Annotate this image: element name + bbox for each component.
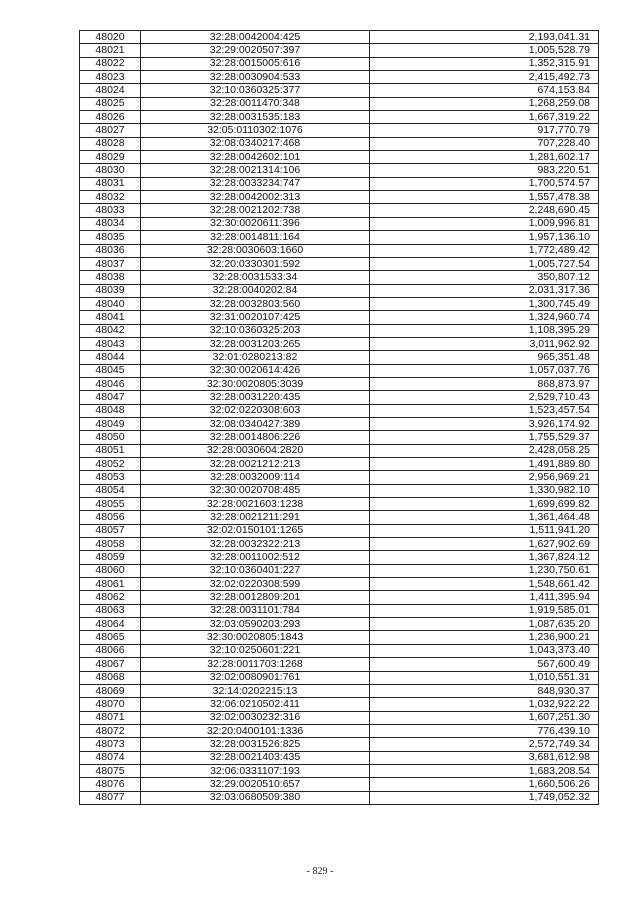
cadastral-number-cell: 32:28:0040202:84 <box>141 284 370 297</box>
table-row <box>80 538 599 551</box>
amount-cell: 1,667,319.22 <box>370 111 599 124</box>
amount-cell: 1,009,996.81 <box>370 217 599 230</box>
table-row <box>80 364 599 377</box>
amount-cell: 1,523,457.54 <box>370 404 599 417</box>
amount-cell: 1,324,960.74 <box>370 311 599 324</box>
table-row <box>80 337 599 350</box>
amount-cell: 2,248,690.45 <box>370 204 599 217</box>
cadastral-number-cell: 32:28:0032803:560 <box>141 297 370 310</box>
table-row <box>80 151 599 164</box>
record-number-cell: 48063 <box>80 604 141 617</box>
table-row <box>80 311 599 324</box>
record-number-cell: 48072 <box>80 724 141 737</box>
record-number-cell: 48020 <box>80 31 141 44</box>
cadastral-number-cell: 32:28:0021403:435 <box>141 751 370 764</box>
table-row <box>80 604 599 617</box>
amount-cell: 567,600.49 <box>370 658 599 671</box>
record-number-cell: 48076 <box>80 778 141 791</box>
cadastral-number-cell: 32:03:0590203:293 <box>141 618 370 631</box>
amount-cell: 1,281,602.17 <box>370 151 599 164</box>
record-number-cell: 48034 <box>80 217 141 230</box>
amount-cell: 3,681,612.98 <box>370 751 599 764</box>
record-number-cell: 48073 <box>80 738 141 751</box>
record-number-cell: 48029 <box>80 151 141 164</box>
record-number-cell: 48064 <box>80 618 141 631</box>
cadastral-number-cell: 32:28:0042602:101 <box>141 151 370 164</box>
record-number-cell: 48023 <box>80 71 141 84</box>
table-row <box>80 71 599 84</box>
cadastral-number-cell: 32:10:0360325:377 <box>141 84 370 97</box>
cadastral-number-cell: 32:03:0680509:380 <box>141 791 370 804</box>
amount-cell: 2,529,710.43 <box>370 391 599 404</box>
cadastral-number-cell: 32:02:0220308:599 <box>141 578 370 591</box>
amount-cell: 1,043,373.40 <box>370 644 599 657</box>
amount-cell: 2,415,492.73 <box>370 71 599 84</box>
amount-cell: 2,956,969.21 <box>370 471 599 484</box>
record-number-cell: 48062 <box>80 591 141 604</box>
table-row <box>80 791 599 804</box>
cadastral-number-cell: 32:30:0020708:485 <box>141 484 370 497</box>
amount-cell: 2,193,041.31 <box>370 31 599 44</box>
record-number-cell: 48038 <box>80 271 141 284</box>
table-row <box>80 137 599 150</box>
amount-cell: 776,439.10 <box>370 724 599 737</box>
record-number-cell: 48043 <box>80 337 141 350</box>
table-row <box>80 257 599 270</box>
amount-cell: 1,683,208.54 <box>370 764 599 777</box>
cadastral-number-cell: 32:02:0150101:1265 <box>141 524 370 537</box>
record-number-cell: 48059 <box>80 551 141 564</box>
table-row <box>80 511 599 524</box>
table-row <box>80 391 599 404</box>
cadastral-number-cell: 32:28:0031535:183 <box>141 111 370 124</box>
cadastral-number-cell: 32:06:0210502:411 <box>141 698 370 711</box>
record-number-cell: 48026 <box>80 111 141 124</box>
cadastral-number-cell: 32:28:0031101:784 <box>141 604 370 617</box>
amount-cell: 1,511,941.20 <box>370 524 599 537</box>
amount-cell: 848,930.37 <box>370 684 599 697</box>
table-row <box>80 551 599 564</box>
table-row <box>80 458 599 471</box>
cadastral-number-cell: 32:28:0031220:435 <box>141 391 370 404</box>
amount-cell: 1,032,922.22 <box>370 698 599 711</box>
record-number-cell: 48052 <box>80 458 141 471</box>
cadastral-number-cell: 32:29:0020507:397 <box>141 44 370 57</box>
amount-cell: 1,491,889.80 <box>370 458 599 471</box>
cadastral-number-cell: 32:28:0021202:738 <box>141 204 370 217</box>
cadastral-number-cell: 32:14:0202215:13 <box>141 684 370 697</box>
amount-cell: 1,411,395.94 <box>370 591 599 604</box>
cadastral-number-cell: 32:28:0031526:825 <box>141 738 370 751</box>
record-number-cell: 48065 <box>80 631 141 644</box>
cadastral-number-cell: 32:05:0110302:1076 <box>141 124 370 137</box>
cadastral-number-cell: 32:31:0020107:425 <box>141 311 370 324</box>
cadastral-number-cell: 32:08:0340427:389 <box>141 417 370 430</box>
record-number-cell: 48024 <box>80 84 141 97</box>
table-row <box>80 444 599 457</box>
cadastral-number-cell: 32:01:0280213:82 <box>141 351 370 364</box>
table-row <box>80 217 599 230</box>
record-number-cell: 48032 <box>80 191 141 204</box>
table-row <box>80 498 599 511</box>
table-row <box>80 578 599 591</box>
table-row <box>80 631 599 644</box>
amount-cell: 1,010,551.31 <box>370 671 599 684</box>
ledger-table <box>79 30 599 805</box>
record-number-cell: 48030 <box>80 164 141 177</box>
amount-cell: 2,428,058.25 <box>370 444 599 457</box>
record-number-cell: 48045 <box>80 364 141 377</box>
table-row <box>80 724 599 737</box>
amount-cell: 1,607,251.30 <box>370 711 599 724</box>
cadastral-number-cell: 32:28:0033234:747 <box>141 177 370 190</box>
record-number-cell: 48035 <box>80 231 141 244</box>
amount-cell: 1,957,136.10 <box>370 231 599 244</box>
table-row <box>80 124 599 137</box>
record-number-cell: 48075 <box>80 764 141 777</box>
table-row <box>80 471 599 484</box>
record-number-cell: 48022 <box>80 57 141 70</box>
table-row <box>80 57 599 70</box>
cadastral-number-cell: 32:20:0400101:1336 <box>141 724 370 737</box>
record-number-cell: 48056 <box>80 511 141 524</box>
amount-cell: 1,057,037.76 <box>370 364 599 377</box>
amount-cell: 1,005,727.54 <box>370 257 599 270</box>
cadastral-number-cell: 32:10:0360325:203 <box>141 324 370 337</box>
amount-cell: 1,300,745.49 <box>370 297 599 310</box>
amount-cell: 1,919,585.01 <box>370 604 599 617</box>
table-row <box>80 698 599 711</box>
cadastral-number-cell: 32:30:0020614:426 <box>141 364 370 377</box>
cadastral-number-cell: 32:28:0030603:1660 <box>141 244 370 257</box>
cadastral-number-cell: 32:30:0020805:1843 <box>141 631 370 644</box>
table-row <box>80 591 599 604</box>
amount-cell: 1,352,315.91 <box>370 57 599 70</box>
cadastral-number-cell: 32:29:0020510:657 <box>141 778 370 791</box>
cadastral-number-cell: 32:28:0011703:1268 <box>141 658 370 671</box>
table-row <box>80 271 599 284</box>
amount-cell: 1,749,052.32 <box>370 791 599 804</box>
amount-cell: 1,236,900.21 <box>370 631 599 644</box>
cadastral-number-cell: 32:28:0021212:213 <box>141 458 370 471</box>
amount-cell: 1,548,661.42 <box>370 578 599 591</box>
table-row <box>80 231 599 244</box>
table-row <box>80 377 599 390</box>
table-row <box>80 484 599 497</box>
cadastral-number-cell: 32:28:0014811:164 <box>141 231 370 244</box>
record-number-cell: 48054 <box>80 484 141 497</box>
ledger-table-body <box>80 31 599 805</box>
record-number-cell: 48061 <box>80 578 141 591</box>
cadastral-number-cell: 32:28:0021314:106 <box>141 164 370 177</box>
record-number-cell: 48057 <box>80 524 141 537</box>
cadastral-number-cell: 32:28:0042004:425 <box>141 31 370 44</box>
table-row <box>80 684 599 697</box>
cadastral-number-cell: 32:06:0331107:193 <box>141 764 370 777</box>
table-row <box>80 564 599 577</box>
table-row <box>80 164 599 177</box>
table-row <box>80 84 599 97</box>
amount-cell: 1,557,478.38 <box>370 191 599 204</box>
table-row <box>80 97 599 110</box>
cadastral-number-cell: 32:02:0030232:316 <box>141 711 370 724</box>
cadastral-number-cell: 32:10:0360401:227 <box>141 564 370 577</box>
record-number-cell: 48050 <box>80 431 141 444</box>
cadastral-number-cell: 32:20:0330301:592 <box>141 257 370 270</box>
table-row <box>80 711 599 724</box>
record-number-cell: 48025 <box>80 97 141 110</box>
amount-cell: 1,772,489.42 <box>370 244 599 257</box>
table-row <box>80 671 599 684</box>
amount-cell: 1,361,464.48 <box>370 511 599 524</box>
amount-cell: 1,700,574.57 <box>370 177 599 190</box>
amount-cell: 2,031,317.36 <box>370 284 599 297</box>
record-number-cell: 48049 <box>80 417 141 430</box>
cadastral-number-cell: 32:28:0021211:291 <box>141 511 370 524</box>
table-row <box>80 404 599 417</box>
table-row <box>80 417 599 430</box>
amount-cell: 965,351.48 <box>370 351 599 364</box>
amount-cell: 1,699,699.82 <box>370 498 599 511</box>
amount-cell: 2,572,749.34 <box>370 738 599 751</box>
record-number-cell: 48046 <box>80 377 141 390</box>
record-number-cell: 48069 <box>80 684 141 697</box>
table-row <box>80 204 599 217</box>
amount-cell: 1,108,395.29 <box>370 324 599 337</box>
cadastral-number-cell: 32:28:0030604:2820 <box>141 444 370 457</box>
amount-cell: 3,926,174.92 <box>370 417 599 430</box>
table-row <box>80 351 599 364</box>
amount-cell: 1,230,750.61 <box>370 564 599 577</box>
amount-cell: 1,660,506.26 <box>370 778 599 791</box>
amount-cell: 3,011,962.92 <box>370 337 599 350</box>
cadastral-number-cell: 32:28:0042002:313 <box>141 191 370 204</box>
record-number-cell: 48037 <box>80 257 141 270</box>
record-number-cell: 48074 <box>80 751 141 764</box>
table-row <box>80 738 599 751</box>
table-row <box>80 244 599 257</box>
amount-cell: 707,228.40 <box>370 137 599 150</box>
cadastral-number-cell: 32:30:0020611:396 <box>141 217 370 230</box>
record-number-cell: 48055 <box>80 498 141 511</box>
cadastral-number-cell: 32:28:0032009:114 <box>141 471 370 484</box>
record-number-cell: 48077 <box>80 791 141 804</box>
record-number-cell: 48058 <box>80 538 141 551</box>
cadastral-number-cell: 32:28:0011470:348 <box>141 97 370 110</box>
table-row <box>80 658 599 671</box>
record-number-cell: 48071 <box>80 711 141 724</box>
table-row <box>80 44 599 57</box>
amount-cell: 1,005,528.79 <box>370 44 599 57</box>
record-number-cell: 48060 <box>80 564 141 577</box>
record-number-cell: 48070 <box>80 698 141 711</box>
cadastral-number-cell: 32:30:0020805:3039 <box>141 377 370 390</box>
record-number-cell: 48042 <box>80 324 141 337</box>
amount-cell: 1,330,982.10 <box>370 484 599 497</box>
table-row <box>80 764 599 777</box>
record-number-cell: 48067 <box>80 658 141 671</box>
table-row <box>80 751 599 764</box>
amount-cell: 350,807.12 <box>370 271 599 284</box>
record-number-cell: 48041 <box>80 311 141 324</box>
amount-cell: 983,220.51 <box>370 164 599 177</box>
cadastral-number-cell: 32:28:0011002:512 <box>141 551 370 564</box>
page-number: - 829 - <box>306 866 334 877</box>
cadastral-number-cell: 32:28:0021603:1238 <box>141 498 370 511</box>
record-number-cell: 48053 <box>80 471 141 484</box>
record-number-cell: 48044 <box>80 351 141 364</box>
amount-cell: 1,087,635.20 <box>370 618 599 631</box>
table-row <box>80 324 599 337</box>
record-number-cell: 48040 <box>80 297 141 310</box>
table-row <box>80 177 599 190</box>
record-number-cell: 48066 <box>80 644 141 657</box>
cadastral-number-cell: 32:28:0012809:201 <box>141 591 370 604</box>
cadastral-number-cell: 32:28:0031533:34 <box>141 271 370 284</box>
table-row <box>80 524 599 537</box>
record-number-cell: 48028 <box>80 137 141 150</box>
cadastral-number-cell: 32:28:0015005:616 <box>141 57 370 70</box>
table-row <box>80 297 599 310</box>
amount-cell: 1,755,529.37 <box>370 431 599 444</box>
cadastral-number-cell: 32:02:0080901:761 <box>141 671 370 684</box>
record-number-cell: 48031 <box>80 177 141 190</box>
table-row <box>80 191 599 204</box>
table-row <box>80 431 599 444</box>
record-number-cell: 48068 <box>80 671 141 684</box>
record-number-cell: 48051 <box>80 444 141 457</box>
amount-cell: 868,873.97 <box>370 377 599 390</box>
table-row <box>80 618 599 631</box>
record-number-cell: 48047 <box>80 391 141 404</box>
table-row <box>80 778 599 791</box>
record-number-cell: 48048 <box>80 404 141 417</box>
record-number-cell: 48027 <box>80 124 141 137</box>
record-number-cell: 48021 <box>80 44 141 57</box>
amount-cell: 1,627,902.69 <box>370 538 599 551</box>
cadastral-number-cell: 32:10:0250601:221 <box>141 644 370 657</box>
amount-cell: 1,268,259.08 <box>370 97 599 110</box>
amount-cell: 917,770.79 <box>370 124 599 137</box>
cadastral-number-cell: 32:28:0014806:226 <box>141 431 370 444</box>
table-row <box>80 31 599 44</box>
cadastral-number-cell: 32:08:0340217:468 <box>141 137 370 150</box>
cadastral-number-cell: 32:28:0032322:213 <box>141 538 370 551</box>
cadastral-number-cell: 32:28:0031203:265 <box>141 337 370 350</box>
amount-cell: 1,367,824.12 <box>370 551 599 564</box>
amount-cell: 674,153.84 <box>370 84 599 97</box>
cadastral-number-cell: 32:02:0220308:603 <box>141 404 370 417</box>
table-row <box>80 644 599 657</box>
cadastral-number-cell: 32:28:0030904:533 <box>141 71 370 84</box>
table-row <box>80 111 599 124</box>
table-row <box>80 284 599 297</box>
record-number-cell: 48036 <box>80 244 141 257</box>
record-number-cell: 48039 <box>80 284 141 297</box>
record-number-cell: 48033 <box>80 204 141 217</box>
